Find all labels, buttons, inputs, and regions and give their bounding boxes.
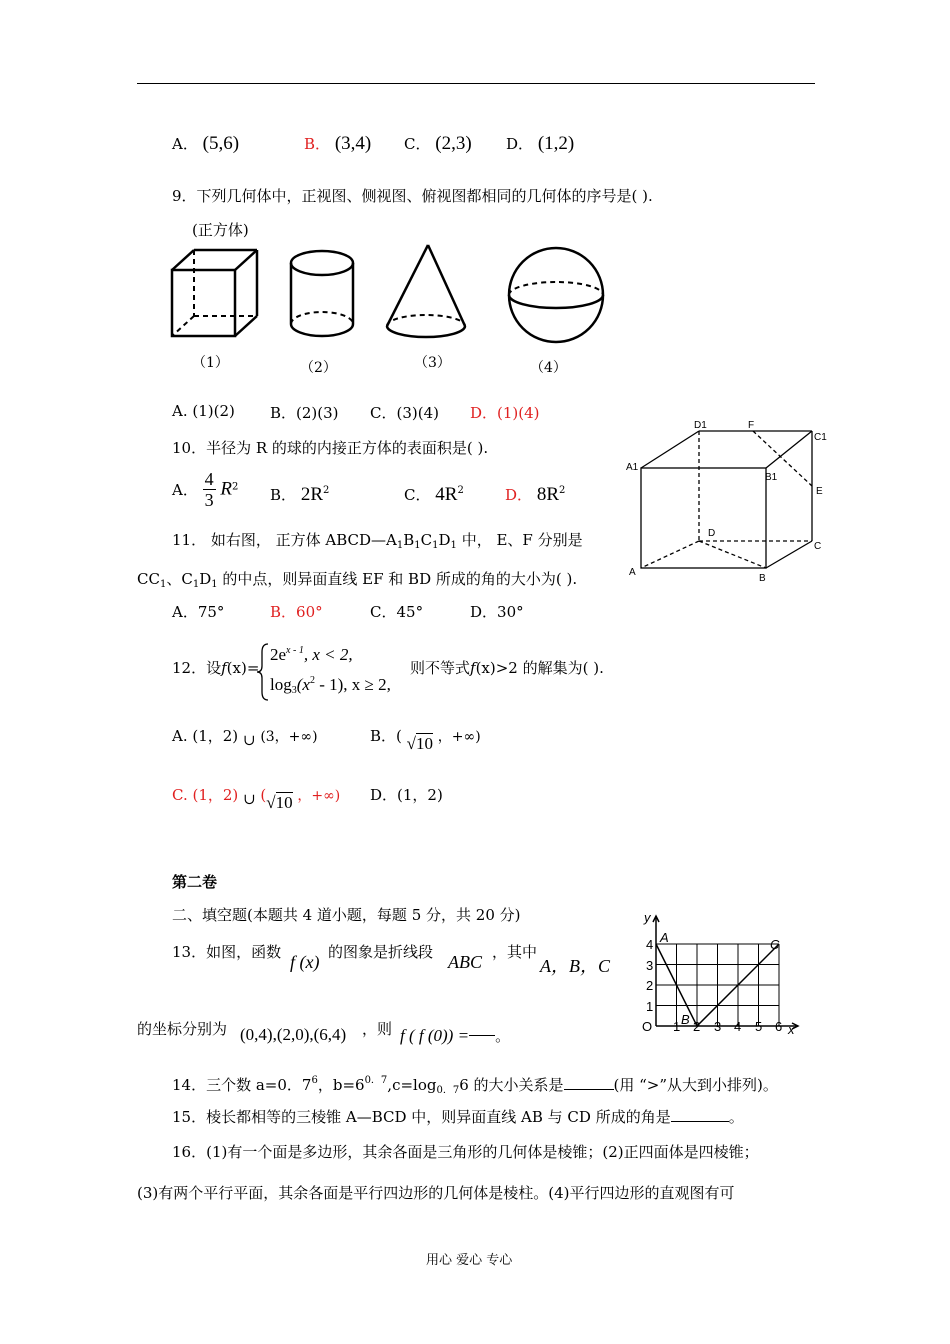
q12-b-radicand: 10 bbox=[416, 734, 434, 753]
q10-a-denominator: 3 bbox=[204, 490, 214, 510]
q12-case1-base: 2e bbox=[270, 645, 287, 664]
cube-label-c1: C1 bbox=[814, 432, 827, 443]
q14-pre: 14．三个数 a=0．7 bbox=[172, 1076, 312, 1094]
cube-label-b: B bbox=[759, 573, 766, 584]
q12-case1-exp: x - 1 bbox=[286, 645, 304, 656]
q13-abc: ABC bbox=[448, 952, 482, 972]
q13-line2-mid: ，则 bbox=[362, 1020, 393, 1038]
cone-hidden-base bbox=[387, 315, 465, 326]
q12-case1 bbox=[270, 645, 353, 665]
graph-axes bbox=[653, 916, 798, 1029]
q12-c-radicand: 10 bbox=[275, 793, 293, 812]
q8-c-value: (2,3) bbox=[435, 133, 472, 154]
q15-text: 15．棱长都相等的三棱锥 A—BCD 中，则异面直线 AB 与 CD 所成的角是 bbox=[172, 1108, 671, 1126]
graph-ytick-4: 4 bbox=[646, 937, 654, 952]
q8-a-label: A． bbox=[172, 135, 198, 153]
graph-point-b: B bbox=[681, 1012, 690, 1027]
q9-option-b: B．(2)(3) bbox=[270, 404, 339, 422]
q10-c-value: 4R bbox=[435, 484, 458, 505]
q12-fx-rest: (x)= bbox=[226, 659, 260, 677]
graph-xtick-3: 3 bbox=[714, 1019, 722, 1034]
q12-b-post: ，+∞) bbox=[437, 729, 481, 745]
q12-c-pre: C. (1，2) bbox=[172, 786, 239, 804]
q13-pre: 13．如图，函数 bbox=[172, 943, 282, 961]
q14-line bbox=[172, 1071, 778, 1096]
q13-ffx bbox=[400, 1025, 510, 1046]
q12-case2-arg: (x bbox=[296, 675, 310, 694]
q10-b-value: 2R bbox=[300, 484, 323, 505]
q12-b-sqrt: √10 bbox=[406, 734, 434, 753]
graph-xtick-2: 2 bbox=[693, 1019, 701, 1034]
q10-c-label: C． bbox=[404, 486, 431, 504]
q13-fx: f (x) bbox=[290, 952, 320, 972]
graph-xtick-1: 1 bbox=[673, 1019, 681, 1034]
sphere-solid bbox=[509, 248, 603, 342]
q9-fig-label-3: （3） bbox=[414, 355, 451, 371]
q11-line2-b: 、C bbox=[166, 570, 193, 588]
q13-line2-pre: 的坐标分别为 bbox=[137, 1020, 228, 1038]
graph-ytick-2: 2 bbox=[646, 978, 654, 993]
q14-mid2: ,c=log bbox=[387, 1076, 437, 1094]
q11-d: D bbox=[438, 531, 451, 549]
q8-option-d bbox=[506, 133, 574, 155]
q11-sub4: 1 bbox=[450, 540, 457, 551]
q12-suffix-post: (x)>2 的解集为( ). bbox=[475, 659, 604, 677]
cone-solid bbox=[387, 245, 465, 337]
q11-line2-sub3: 1 bbox=[211, 579, 218, 590]
q9-fig-label-2: （2） bbox=[300, 360, 337, 376]
q14-sub: 0．7 bbox=[436, 1085, 460, 1096]
q11-line1-post: 中， E、F 分别是 bbox=[461, 531, 583, 549]
q13-tail: 。 bbox=[495, 1029, 511, 1045]
q12-case2-base: 3 bbox=[291, 685, 297, 696]
q10-d-label: D． bbox=[505, 486, 533, 504]
graph-point-c: C bbox=[770, 937, 780, 952]
q11-cube-figure bbox=[622, 418, 842, 586]
q13-graph bbox=[636, 910, 806, 1038]
q13-mid2: ，其中 bbox=[492, 943, 538, 961]
graph-xtick-6: 6 bbox=[775, 1019, 783, 1034]
cube-label-b1: B1 bbox=[765, 472, 778, 483]
q11-line2-c: D bbox=[199, 570, 212, 588]
q11-sub3: 1 bbox=[432, 540, 439, 551]
q16-line1: 16．(1)有一个面是多边形，其余各面是三角形的几何体是棱锥；(2)正四面体是四棱锥； bbox=[172, 1143, 759, 1161]
q10-option-c bbox=[404, 484, 464, 506]
q12-c-mid: ( bbox=[260, 786, 267, 804]
q8-b-label: B． bbox=[304, 135, 331, 153]
q9-fig-label-1: （1） bbox=[192, 355, 229, 371]
q12-prefix-text: 12．设 bbox=[172, 659, 222, 677]
header-rule bbox=[137, 83, 815, 84]
q11-line2-sub2: 1 bbox=[192, 579, 200, 590]
graph-xtick-5: 5 bbox=[755, 1019, 763, 1034]
graph-point-a: A bbox=[660, 930, 669, 945]
q10-option-a bbox=[172, 469, 238, 510]
q10-a-fraction bbox=[203, 469, 216, 510]
q10-a-var: R bbox=[220, 478, 233, 500]
q12-case2-log: log bbox=[270, 675, 292, 694]
q13-mid: 的图象是折线段 bbox=[328, 943, 434, 961]
cube-visible-edges bbox=[641, 431, 812, 568]
graph-grid bbox=[656, 944, 779, 1026]
q11-line2-sub1: 1 bbox=[159, 579, 167, 590]
q11-option-b: B．60° bbox=[270, 603, 323, 621]
q12-c-sqrt: √10 bbox=[266, 793, 293, 812]
q12-fx: f bbox=[221, 659, 227, 677]
q10-a-exp: 2 bbox=[232, 481, 239, 493]
cube-label-e: E bbox=[816, 486, 823, 497]
q11-line2-post: 的中点，则异面直线 EF 和 BD 所成的角的大小为( ). bbox=[222, 570, 578, 588]
q10-d-value: 8R bbox=[536, 484, 559, 505]
graph-origin: O bbox=[642, 1019, 653, 1034]
q9-stem: 9．下列几何体中，正视图、侧视图、俯视图都相同的几何体的序号是( ). bbox=[172, 187, 653, 205]
q11-line1 bbox=[172, 529, 583, 551]
q10-b-exp: 2 bbox=[323, 485, 330, 496]
q10-option-d bbox=[505, 484, 565, 506]
graph-xtick-4: 4 bbox=[734, 1019, 742, 1034]
section2-subtitle: 二、填空题(本题共 4 道小题，每题 5 分，共 20 分) bbox=[172, 906, 521, 924]
q8-option-b bbox=[304, 133, 371, 155]
cube-label-a1: A1 bbox=[626, 462, 639, 473]
q12-suffix-pre: 则不等式 bbox=[410, 659, 471, 677]
q12-suffix-f: f bbox=[470, 659, 476, 677]
cube-label-a: A bbox=[629, 567, 636, 578]
q8-option-c bbox=[404, 133, 472, 155]
q9-fig-label-4: （4） bbox=[530, 360, 567, 376]
q11-option-a: A．75° bbox=[172, 603, 225, 621]
q10-d-exp: 2 bbox=[559, 485, 566, 496]
q8-option-a bbox=[172, 133, 239, 155]
section2-title: 第二卷 bbox=[172, 873, 218, 891]
q10-a-label: A． bbox=[172, 481, 198, 499]
q8-b-value: (3,4) bbox=[334, 133, 372, 154]
q15-tail: 。 bbox=[728, 1108, 744, 1126]
q11-sub2: 1 bbox=[414, 540, 421, 551]
q8-a-value: (5,6) bbox=[202, 133, 240, 154]
q8-d-label: D． bbox=[506, 135, 534, 153]
q9-solids-figure bbox=[165, 240, 615, 375]
cube-label-f: F bbox=[748, 420, 755, 431]
q9-cube-caption: (正方体) bbox=[192, 221, 249, 239]
q11-line2-a: CC bbox=[137, 570, 160, 588]
q13-pts: A，B，C bbox=[540, 956, 610, 976]
q11-sub1: 1 bbox=[396, 540, 404, 551]
q11-option-c: C．45° bbox=[370, 603, 424, 621]
q14-mid1: ，b=6 bbox=[317, 1076, 365, 1094]
q10-option-b bbox=[270, 484, 329, 506]
q14-exp1: 6 bbox=[311, 1075, 318, 1086]
cube-label-d: D bbox=[708, 528, 716, 539]
cylinder-solid bbox=[291, 251, 353, 336]
q10-stem: 10．半径为 R 的球的内接正方体的表面积是( ). bbox=[172, 439, 489, 457]
q12-option-b bbox=[370, 725, 481, 754]
q12-b-pre: B．( bbox=[370, 727, 402, 745]
page-footer: 用心 爱心 专心 bbox=[426, 1253, 513, 1268]
q11-b: B bbox=[403, 531, 415, 549]
sphere-hidden-equator bbox=[509, 282, 603, 295]
q8-c-label: C． bbox=[404, 135, 431, 153]
graph-y-label: y bbox=[644, 910, 651, 925]
q15-line bbox=[172, 1106, 744, 1127]
cube-label-c: C bbox=[814, 541, 822, 552]
q14-exp2: 0．7 bbox=[364, 1075, 388, 1086]
graph-x-label: x bbox=[788, 1022, 795, 1037]
q11-line2 bbox=[137, 568, 577, 590]
q10-b-label: B． bbox=[270, 486, 297, 504]
q13-coords: (0,4),(2,0),(6,4) bbox=[240, 1025, 347, 1044]
q12-prefix bbox=[172, 657, 259, 678]
q16-line2: (3)有两个平行平面，其余各面是平行四边形的几何体是棱柱。(4)平行四边形的直观图有可 bbox=[137, 1184, 735, 1202]
q12-case2-rest: - 1), x ≥ 2, bbox=[314, 675, 391, 694]
q9-option-d: D．(1)(4) bbox=[470, 404, 540, 422]
q11-c: C bbox=[420, 531, 433, 549]
q14-tail: (用 “>”从大到小排列)。 bbox=[613, 1076, 778, 1094]
q12-a-text: A. (1，2) bbox=[172, 727, 239, 745]
q12-case1-cond: , x < 2, bbox=[303, 645, 353, 664]
cylinder-hidden-base bbox=[291, 312, 353, 324]
q14-answer-blank bbox=[564, 1089, 614, 1090]
q11-line1-pre: 11． 如右图， 正方体 ABCD—A bbox=[172, 531, 397, 549]
q8-d-value: (1,2) bbox=[537, 133, 575, 154]
graph-ytick-3: 3 bbox=[646, 958, 654, 973]
q14-post: 6 的大小关系是 bbox=[459, 1076, 564, 1094]
q11-option-d: D．30° bbox=[470, 603, 524, 621]
q12-c-cup: ∪ bbox=[243, 790, 256, 808]
q9-option-c: C．(3)(4) bbox=[370, 404, 439, 422]
q13-answer-blank bbox=[469, 1035, 495, 1036]
q12-a-rest: (3，+∞) bbox=[260, 729, 318, 745]
q12-a-cup: ∪ bbox=[242, 731, 256, 749]
q13-line1 bbox=[172, 941, 281, 962]
q12-option-c bbox=[172, 784, 340, 813]
q12-c-post: ，+∞) bbox=[297, 788, 341, 804]
q13-ffx-expr: f ( f (0)) = bbox=[400, 1026, 470, 1045]
graph-ytick-1: 1 bbox=[646, 999, 654, 1014]
q10-c-exp: 2 bbox=[457, 485, 464, 496]
q15-answer-blank bbox=[671, 1121, 729, 1122]
q12-suffix bbox=[410, 657, 604, 678]
q12-case2-exp: 2 bbox=[309, 675, 315, 686]
cube-label-d1: D1 bbox=[694, 420, 707, 431]
q10-a-numerator: 4 bbox=[204, 469, 214, 489]
q12-option-d: D．(1，2) bbox=[370, 786, 443, 804]
q12-brace bbox=[256, 642, 270, 702]
q12-option-a bbox=[172, 725, 318, 749]
q12-case2 bbox=[270, 675, 391, 696]
q9-option-a: A. (1)(2) bbox=[172, 402, 235, 420]
